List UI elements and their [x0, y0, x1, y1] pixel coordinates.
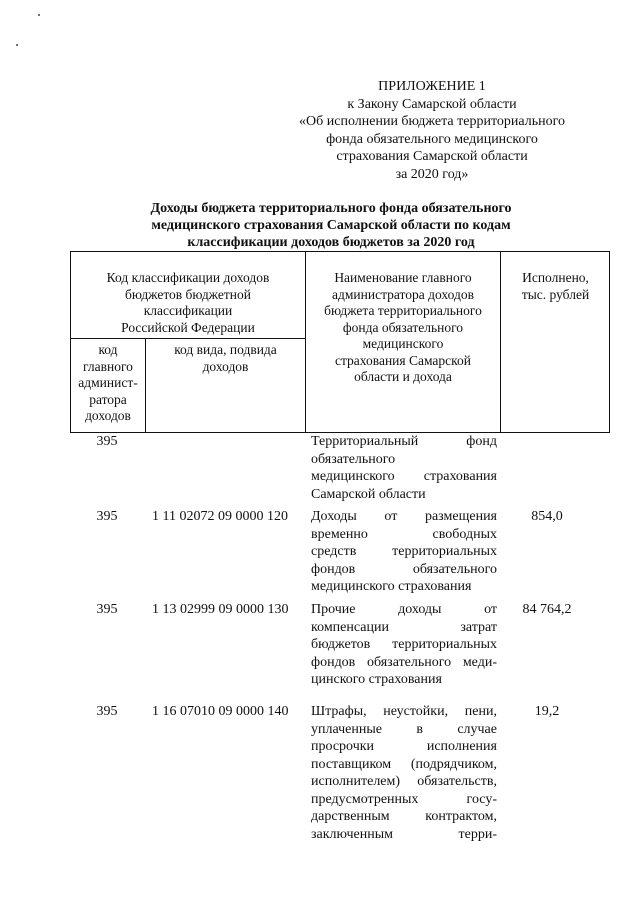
annex-line: фонда обязательного медицинского [326, 131, 538, 147]
row-income-code: 1 11 02072 09 0000 120 [152, 509, 288, 524]
row-name: Территориальный фонд обязательного медицинского страхования Самарской области [311, 434, 497, 502]
header-name: Наименование главного администратора доходов бюджета территориального фонда обязательного медицинского страхования Самарской области и дохода [324, 270, 482, 384]
title-line: классификации доходов бюджетов за 2020 год [187, 235, 475, 250]
header-divider [70, 338, 306, 339]
row-income-code: 1 16 07010 09 0000 140 [152, 704, 289, 719]
row-amount: 84 764,2 [522, 602, 572, 617]
annex-line: к Закону Самарской области [347, 96, 517, 112]
scan-speck [38, 14, 40, 16]
title-line: медицинского страхования Самарской области по кодам [151, 218, 511, 233]
annex-line: ПРИЛОЖЕНИЕ 1 [378, 79, 486, 94]
header-executed: Исполнено, тыс. рублей [521, 270, 590, 302]
row-name: Штрафы, неустойки, пени, уплаченные в случае просрочки исполнения поставщиком (подрядчиком, исполнителем) обязательств, предусмотренных госу- дарственным контрактом, заключенным терри- [311, 704, 497, 842]
row-name: Доходы от размещения временно свободных средств территориальных фондов обязательного медицинского страхования [311, 509, 497, 594]
document-title [96, 200, 566, 251]
row-name: Прочие доходы от компенсации затрат бюджетов территориальных фондов обязательного меди- цинского страхования [311, 602, 497, 687]
row-admin-code: 395 [96, 434, 118, 449]
annex-line: за 2020 год» [395, 166, 469, 182]
annex-line: страхования Самарской области [336, 149, 528, 164]
annex-line: «Об исполнении бюджета территориального [299, 114, 565, 129]
header-classification: Код классификации доходов бюджетов бюджетной классификации Российской Федерации [106, 270, 270, 335]
scan-speck [16, 44, 18, 46]
row-admin-code: 395 [96, 602, 118, 617]
row-amount: 854,0 [531, 509, 563, 524]
row-admin-code: 395 [96, 704, 118, 719]
header-type-code: код вида, подвида доходов [174, 342, 277, 374]
row-admin-code: 395 [96, 509, 118, 524]
row-income-code: 1 13 02999 09 0000 130 [152, 602, 289, 617]
header-admin-code: код главного админист- ратора доходов [78, 342, 138, 423]
title-line: Доходы бюджета территориального фонда обязательного [150, 201, 512, 216]
annex-header [280, 78, 584, 183]
row-amount: 19,2 [534, 704, 560, 719]
